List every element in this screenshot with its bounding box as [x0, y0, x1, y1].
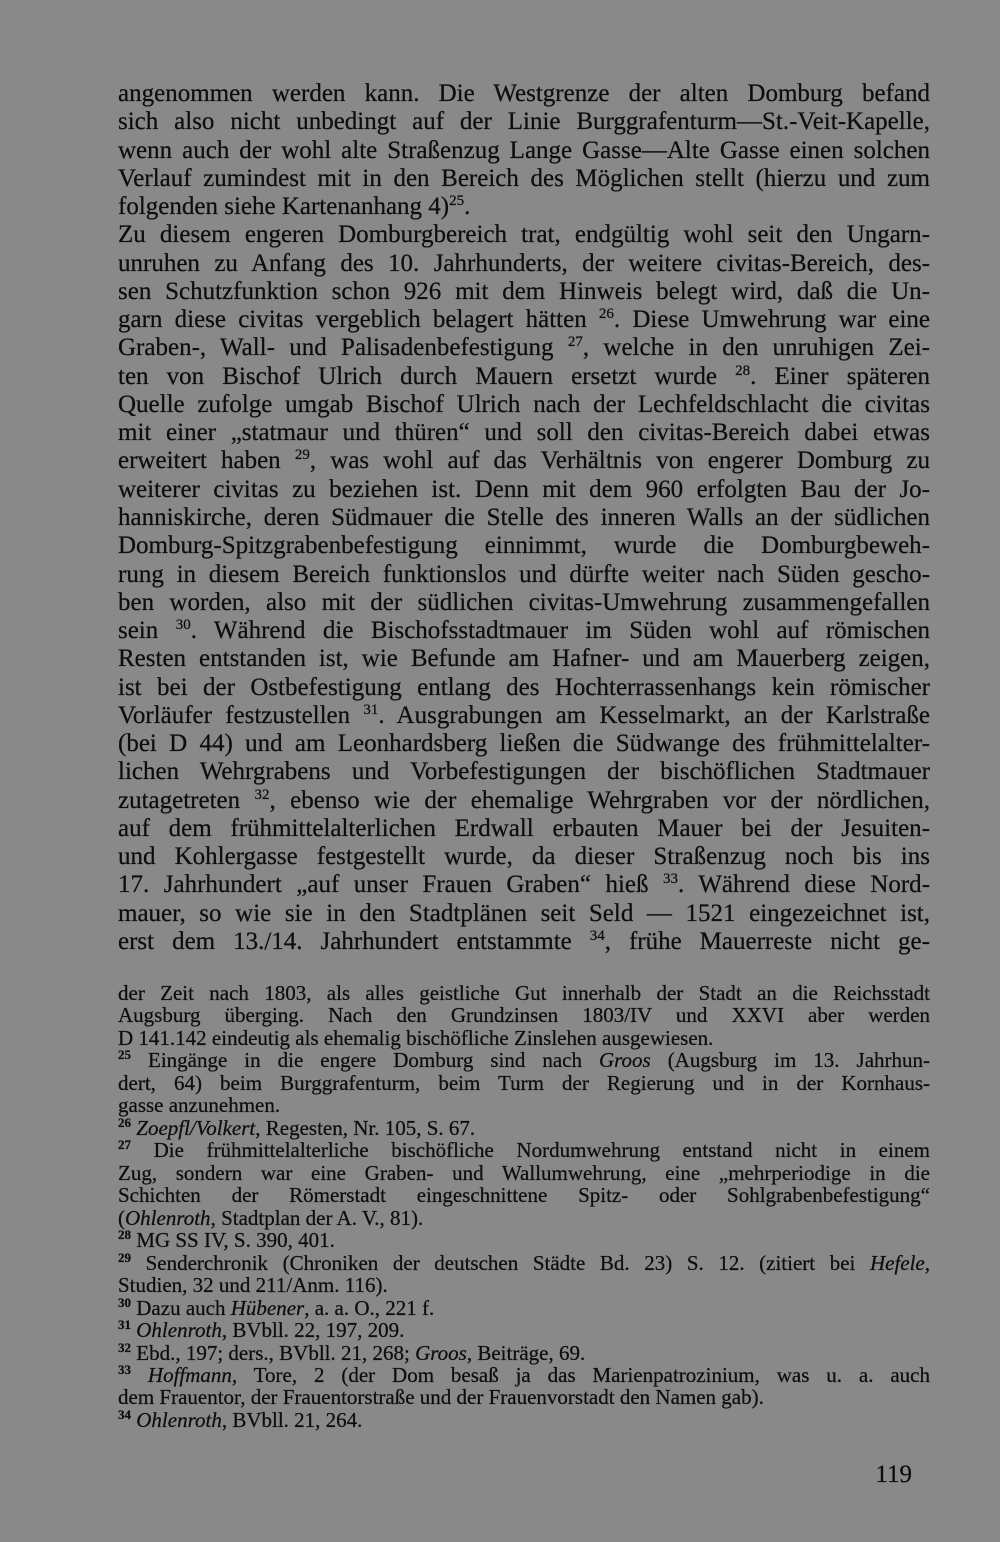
footnote-line — [118, 1319, 930, 1341]
text-run: garn diese civitas vergeblich belagert hätten — [118, 306, 599, 334]
text-run: Zug, sondern war eine Graben- und Wallumwehrung, eine „mehrperiodige in die — [118, 1160, 930, 1185]
footnote-number: 30 — [118, 1294, 132, 1310]
footnote-number: 33 — [118, 1362, 132, 1378]
text-run: D 141.142 eindeutig als ehemalig bischöfliche Zinslehen ausgewiesen. — [118, 1025, 714, 1050]
body-line — [118, 928, 930, 956]
text-run: , — [924, 1250, 930, 1275]
body-line — [118, 278, 930, 306]
text-run: (Augsburg im 13. Jahrhun- — [650, 1048, 931, 1073]
footnote-line — [118, 1207, 930, 1229]
footnote — [118, 1249, 930, 1298]
body-line — [118, 561, 930, 589]
text-run: angenommen werden kann. Die Westgrenze der alten Domburg befand — [118, 80, 930, 107]
footnote-ref: 28 — [735, 362, 751, 379]
footnote-number: 25 — [118, 1047, 132, 1063]
text-run — [131, 1363, 148, 1387]
footnote-ref: 34 — [589, 927, 605, 944]
footnote-number: 29 — [118, 1249, 132, 1265]
text-run: , Tore, 2 (der Dom besaß ja das Marienpatrozinium, was u. a. auch — [231, 1362, 931, 1387]
footnote — [118, 1117, 930, 1139]
text-run: auf dem frühmittelalterlichen Erdwall erbauten Mauer bei der Jesuiten- — [118, 814, 930, 842]
text-run: Zu diesem engeren Domburgbereich trat, endgültig wohl seit den Ungarn- — [118, 221, 930, 249]
text-run: . Während diese Nord- — [678, 871, 930, 899]
text-run: dert, 64) beim Burggrafenturm, beim Turm der Regierung und in der Kornhaus- — [118, 1070, 930, 1095]
text-run: sein — [118, 617, 176, 645]
text-run: erst dem 13./14. Jahrhundert entstammte — [118, 927, 590, 955]
footnote-line — [118, 982, 930, 1004]
text-run: , was wohl auf das Verhältnis von engerer Domburg zu — [309, 447, 931, 475]
footnote — [118, 1294, 930, 1320]
text-run: Vorläufer festzustellen — [118, 701, 364, 729]
footnote-number: 27 — [118, 1137, 132, 1153]
body-line — [118, 447, 930, 475]
body-paragraph — [118, 80, 930, 221]
footnote — [118, 1339, 930, 1365]
footnote-line — [118, 1409, 930, 1431]
text-run: wenn auch der wohl alte Straßenzug Lange Gasse—Alte Gasse einen solchen — [118, 136, 930, 164]
body-line — [118, 900, 930, 928]
text-run: (bei D 44) und am Leonhardsberg ließen die Südwange des frühmittelalter- — [118, 730, 930, 758]
text-run: . Während die Bischofsstadtmauer im Süden wohl auf römischen — [190, 617, 930, 645]
footnote-line — [118, 1139, 930, 1161]
text-run: Eingänge in die engere Domburg sind nach — [131, 1048, 599, 1073]
author-name: Hoffmann — [147, 1362, 232, 1387]
body-line — [118, 221, 930, 249]
text-run: Schichten der Römerstadt eingeschnittene Spitz- oder Sohlgrabenbefestigung“ — [118, 1183, 930, 1208]
text-run: . Einer späteren — [750, 362, 930, 390]
text-run: mauer, so wie sie in den Stadtplänen seit Seld — 1521 eingezeichnet ist, — [118, 899, 930, 927]
body-line — [118, 250, 930, 278]
text-run: , frühe Mauerreste nicht ge- — [604, 927, 930, 955]
footnote — [118, 1049, 930, 1116]
text-run: , BVbll. 22, 197, 209. — [221, 1318, 405, 1343]
footnote — [118, 982, 930, 1049]
body-line — [118, 617, 930, 645]
footnote-line — [118, 1229, 930, 1251]
text-run: Domburg-Spitzgrabenbefestigung einnimmt, wurde die Domburgbeweh- — [118, 532, 930, 560]
text-run: ben worden, also mit der südlichen civitas-Umwehrung zusammengefallen — [118, 588, 930, 616]
text-run: , Stadtplan der A. V., 81). — [210, 1205, 424, 1230]
footnote-ref: 30 — [175, 617, 191, 634]
author-name: Ohlenroth — [136, 1318, 222, 1343]
text-run: gasse anzunehmen. — [118, 1093, 281, 1118]
footnote-line — [118, 1249, 930, 1275]
text-run: hanniskirche, deren Südmauer die Stelle des inneren Walls an der südlichen — [118, 503, 930, 531]
text-run: 17. Jahrhundert „auf unser Frauen Graben“ hieß — [118, 871, 664, 899]
footnote-ref: 31 — [363, 701, 379, 718]
text-run: unruhen zu Anfang des 10. Jahrhunderts, der weitere civitas-Bereich, des- — [118, 249, 930, 277]
text-run: ist bei der Ostbefestigung entlang des Hochterrassenhangs kein römischer — [118, 673, 930, 701]
author-name: Ohlenroth — [125, 1205, 211, 1230]
text-run: lichen Wehrgrabens und Vorbefestigungen der bischöflichen Stadtmauer — [118, 758, 930, 786]
text-run: Augsburg überging. Nach den Grundzinsen 1803/IV und XXVI aber werden — [118, 1003, 930, 1028]
body-line — [118, 532, 930, 560]
body-line — [118, 702, 930, 730]
text-run: ten von Bischof Ulrich durch Mauern ersetzt wurde — [118, 362, 736, 390]
text-run: , welche in den unruhigen Zei- — [582, 334, 930, 362]
text-run: , BVbll. 21, 264. — [221, 1407, 363, 1432]
footnote-ref: 32 — [254, 786, 270, 803]
footnote-ref: 33 — [663, 871, 679, 888]
footnote-line — [118, 1294, 930, 1320]
footnote-line — [118, 1184, 930, 1206]
footnote-line — [118, 1117, 930, 1139]
text-run: sen Schutzfunktion schon 926 mit dem Hinweis belegt wird, daß die Un- — [118, 277, 930, 305]
body-line — [118, 758, 930, 786]
text-run: der Zeit nach 1803, als alles geistliche Gut innerhalb der Stadt an die Reichsstadt — [118, 981, 930, 1005]
text-run: MG SS IV, S. 390, 401. — [131, 1228, 335, 1253]
text-run: Dazu auch — [131, 1295, 231, 1320]
body-line — [118, 306, 930, 334]
body-line — [118, 871, 930, 899]
author-name: Ohlenroth — [136, 1407, 222, 1432]
author-name: Groos — [415, 1340, 467, 1365]
footnote — [118, 1319, 930, 1341]
footnotes — [118, 982, 930, 1431]
body-paragraph — [118, 221, 930, 956]
footnote — [118, 1409, 930, 1431]
footnote-line — [118, 1339, 930, 1365]
author-name: Hefele — [869, 1250, 925, 1275]
body-line — [118, 589, 930, 617]
footnote-number: 28 — [118, 1227, 132, 1243]
footnote-number: 32 — [118, 1339, 132, 1355]
footnote-number: 31 — [118, 1317, 132, 1333]
text-run: , Regesten, Nr. 105, S. 67. — [255, 1115, 476, 1140]
text-run: Senderchronik (Chroniken der deutschen Städte Bd. 23) S. 12. (zitiert bei — [131, 1250, 870, 1275]
text-run: sich also nicht unbedingt auf der Linie Burggrafenturm—St.-Veit-Kapelle, — [118, 108, 930, 136]
text-run: ( — [118, 1205, 125, 1230]
text-run: rung in diesem Bereich funktionslos und dürfte weiter nach Süden gescho- — [118, 560, 930, 588]
text-run: und Kohlergasse festgestellt wurde, da dieser Straßenzug noch bis ins — [118, 843, 930, 871]
footnote-number: 34 — [118, 1407, 132, 1423]
text-run: Die frühmittelalterliche bischöfliche Nordumwehrung entstand nicht in einem — [131, 1138, 930, 1163]
text-run: . — [464, 193, 471, 221]
text-run: Quelle zufolge umgab Bischof Ulrich nach der Lechfeldschlacht die civitas — [118, 390, 930, 418]
text-run: . Ausgrabungen am Kesselmarkt, an der Karlstraße — [378, 701, 930, 729]
footnote-line — [118, 1094, 930, 1116]
text-run: , ebenso wie der ehemalige Wehrgraben vor der nördlichen, — [269, 786, 930, 814]
text-run: Ebd., 197; ders., BVbll. 21, 268; — [131, 1340, 416, 1365]
text-run: weiterer civitas zu beziehen ist. Denn mit dem 960 erfolgten Bau der Jo- — [118, 475, 930, 503]
body-line — [118, 730, 930, 758]
body-line — [118, 165, 930, 193]
footnote-line — [118, 1162, 930, 1184]
footnote-line — [118, 1004, 930, 1026]
footnote-ref: 27 — [567, 334, 583, 351]
text-run: . Diese Umwehrung war eine — [613, 306, 930, 334]
text-run: dem Frauentor, der Frauentorstraße und der Frauenvorstadt den Namen gab). — [118, 1385, 764, 1410]
footnote — [118, 1139, 930, 1229]
body-line — [118, 334, 930, 362]
body-line — [118, 137, 930, 165]
main-text — [118, 80, 930, 956]
footnote-line — [118, 1274, 930, 1296]
body-line — [118, 843, 930, 871]
body-line — [118, 815, 930, 843]
footnote-ref: 25 — [449, 193, 465, 210]
body-line — [118, 476, 930, 504]
page-number: 119 — [875, 1461, 912, 1488]
footnote — [118, 1229, 930, 1251]
text-run: Resten entstanden ist, wie Befunde am Hafner- und am Mauerberg zeigen, — [118, 645, 930, 673]
footnote-line — [118, 1072, 930, 1094]
text-run: zutagetreten — [118, 786, 255, 814]
footnote-line — [118, 1027, 930, 1049]
body-line — [118, 108, 930, 136]
text-run: mit einer „statmaur und thüren“ und soll den civitas-Bereich dabei etwas — [118, 419, 930, 447]
body-line — [118, 391, 930, 419]
body-line — [118, 504, 930, 532]
text-run: erweitert haben — [118, 447, 295, 475]
footnote-ref: 26 — [598, 306, 614, 323]
body-line — [118, 419, 930, 447]
author-name: Hübener — [230, 1295, 305, 1320]
author-name: Groos — [598, 1048, 651, 1073]
footnote-line — [118, 1386, 930, 1408]
body-line — [118, 787, 930, 815]
footnote-line — [118, 1364, 930, 1386]
text-run: , a. a. O., 221 f. — [304, 1295, 435, 1320]
footnote-line — [118, 1049, 930, 1071]
text-run: , Beiträge, 69. — [466, 1340, 586, 1365]
body-line — [118, 193, 930, 221]
footnote-number: 26 — [118, 1115, 132, 1131]
text-run: folgenden siehe Kartenanhang 4) — [118, 193, 450, 221]
footnote-ref: 29 — [294, 447, 310, 464]
body-line — [118, 674, 930, 702]
text-run: Verlauf zumindest mit in den Bereich des Möglichen stellt (hierzu und zum — [118, 164, 930, 192]
text-run: Graben-, Wall- und Palisadenbefestigung — [118, 334, 568, 362]
text-run: Studien, 32 und 211/Anm. 116). — [118, 1273, 388, 1298]
body-line — [118, 645, 930, 673]
body-line — [118, 80, 930, 108]
footnote — [118, 1364, 930, 1409]
body-line — [118, 363, 930, 391]
author-name: Zoepfl/Volkert — [136, 1115, 256, 1140]
